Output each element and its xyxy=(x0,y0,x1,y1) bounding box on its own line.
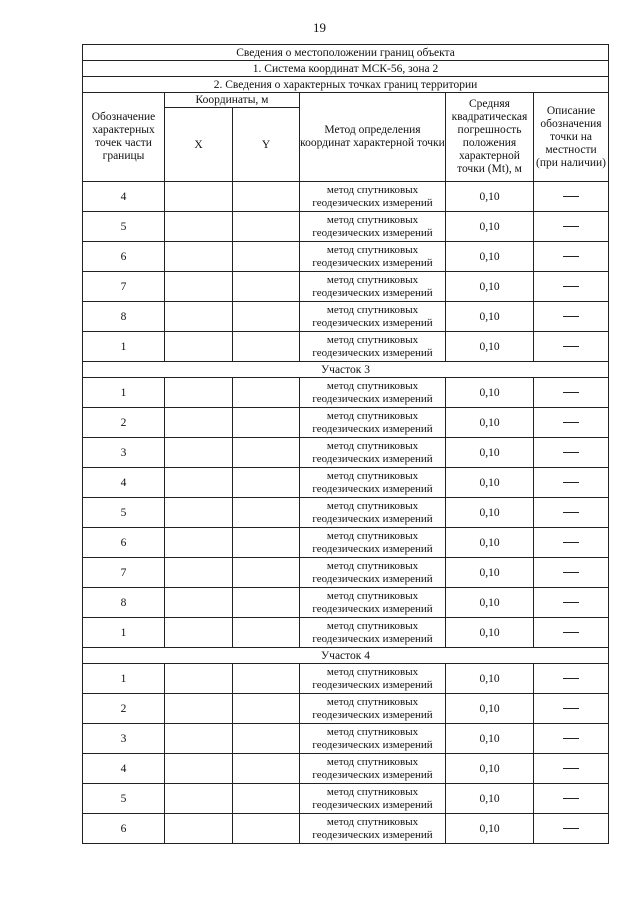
dash-icon xyxy=(563,196,579,197)
accuracy-value: 0,10 xyxy=(446,664,534,694)
accuracy-value: 0,10 xyxy=(446,784,534,814)
method-line-1: метод спутниковых xyxy=(326,214,419,226)
coord-y-cell xyxy=(233,618,300,648)
point-number: 7 xyxy=(83,272,165,302)
accuracy-value: 0,10 xyxy=(446,438,534,468)
accuracy-value: 0,10 xyxy=(446,528,534,558)
point-number: 3 xyxy=(83,438,165,468)
method-cell xyxy=(300,588,446,618)
coord-y-cell xyxy=(233,302,300,332)
section-row xyxy=(83,362,609,378)
coord-x-cell xyxy=(165,814,233,844)
coord-x-cell xyxy=(165,694,233,724)
coord-y-cell xyxy=(233,212,300,242)
dash-icon xyxy=(563,602,579,603)
header-y: Y xyxy=(233,108,300,182)
method-line-2: геодезических измерений xyxy=(312,422,433,435)
page-number: 19 xyxy=(313,20,326,35)
method-line-1: метод спутниковых xyxy=(326,500,419,512)
method-line-2: геодезических измерений xyxy=(312,602,433,615)
method-line-1: метод спутниковых xyxy=(326,696,419,708)
accuracy-value: 0,10 xyxy=(446,558,534,588)
boundary-points-table xyxy=(82,44,609,844)
table-row xyxy=(83,664,609,694)
point-number: 6 xyxy=(83,814,165,844)
accuracy-value: 0,10 xyxy=(446,618,534,648)
accuracy-value: 0,10 xyxy=(446,408,534,438)
coord-y-cell xyxy=(233,468,300,498)
method-line-2: геодезических измерений xyxy=(312,256,433,269)
point-number: 6 xyxy=(83,242,165,272)
method-line-1: метод спутниковых xyxy=(326,786,419,798)
method-cell xyxy=(300,498,446,528)
accuracy-value: 0,10 xyxy=(446,724,534,754)
method-line-1: метод спутниковых xyxy=(326,380,419,392)
coord-x-cell xyxy=(165,664,233,694)
method-line-2: геодезических измерений xyxy=(312,452,433,465)
table-row xyxy=(83,528,609,558)
section-row xyxy=(83,648,609,664)
point-number: 1 xyxy=(83,618,165,648)
coord-x-cell xyxy=(165,378,233,408)
section-label: Участок 4 xyxy=(83,648,609,664)
coord-x-cell xyxy=(165,754,233,784)
table-row xyxy=(83,408,609,438)
title-row xyxy=(83,61,609,77)
marking-cell xyxy=(534,814,609,844)
method-line-1: метод спутниковых xyxy=(326,410,419,422)
coordinate-system: 1. Система координат МСК-56, зона 2 xyxy=(83,61,609,77)
method-line-2: геодезических измерений xyxy=(312,768,433,781)
coord-x-cell xyxy=(165,784,233,814)
coord-y-cell xyxy=(233,814,300,844)
title-row xyxy=(83,45,609,61)
point-number: 6 xyxy=(83,528,165,558)
accuracy-value: 0,10 xyxy=(446,468,534,498)
dash-icon xyxy=(563,286,579,287)
method-cell xyxy=(300,724,446,754)
table-row xyxy=(83,272,609,302)
table-row xyxy=(83,498,609,528)
coord-x-cell xyxy=(165,182,233,212)
table-row xyxy=(83,332,609,362)
method-line-2: геодезических измерений xyxy=(312,738,433,751)
method-cell xyxy=(300,754,446,784)
point-number: 1 xyxy=(83,664,165,694)
method-line-2: геодезических измерений xyxy=(312,572,433,585)
table-row xyxy=(83,784,609,814)
dash-icon xyxy=(563,512,579,513)
points-section-title: 2. Сведения о характерных точках границ территории xyxy=(83,77,609,93)
method-cell xyxy=(300,302,446,332)
table-row xyxy=(83,724,609,754)
coord-y-cell xyxy=(233,332,300,362)
dash-icon xyxy=(563,678,579,679)
method-line-2: геодезических измерений xyxy=(312,542,433,555)
coord-y-cell xyxy=(233,498,300,528)
method-line-1: метод спутниковых xyxy=(326,244,419,256)
table-row xyxy=(83,212,609,242)
coord-y-cell xyxy=(233,754,300,784)
accuracy-value: 0,10 xyxy=(446,182,534,212)
table-row xyxy=(83,302,609,332)
marking-cell xyxy=(534,784,609,814)
coord-x-cell xyxy=(165,212,233,242)
dash-icon xyxy=(563,542,579,543)
marking-cell xyxy=(534,498,609,528)
marking-cell xyxy=(534,528,609,558)
marking-cell xyxy=(534,272,609,302)
coord-x-cell xyxy=(165,528,233,558)
method-cell xyxy=(300,814,446,844)
dash-icon xyxy=(563,482,579,483)
coord-x-cell xyxy=(165,438,233,468)
method-line-1: метод спутниковых xyxy=(326,334,419,346)
method-line-1: метод спутниковых xyxy=(326,726,419,738)
method-line-1: метод спутниковых xyxy=(326,470,419,482)
marking-cell xyxy=(534,438,609,468)
method-line-1: метод спутниковых xyxy=(326,756,419,768)
method-line-2: геодезических измерений xyxy=(312,828,433,841)
method-cell xyxy=(300,408,446,438)
header-point: Обозначение характерных точек части границы xyxy=(83,93,165,182)
dash-icon xyxy=(563,632,579,633)
table-row xyxy=(83,438,609,468)
coord-x-cell xyxy=(165,498,233,528)
accuracy-value: 0,10 xyxy=(446,378,534,408)
method-cell xyxy=(300,694,446,724)
coord-y-cell xyxy=(233,272,300,302)
section-label: Участок 3 xyxy=(83,362,609,378)
header-marking: Описание обозначения точки на местности (при наличии) xyxy=(534,93,609,182)
table-row xyxy=(83,754,609,784)
coord-y-cell xyxy=(233,558,300,588)
dash-icon xyxy=(563,392,579,393)
method-line-2: геодезических измерений xyxy=(312,226,433,239)
marking-cell xyxy=(534,468,609,498)
method-cell xyxy=(300,212,446,242)
method-cell xyxy=(300,784,446,814)
dash-icon xyxy=(563,316,579,317)
dash-icon xyxy=(563,572,579,573)
accuracy-value: 0,10 xyxy=(446,588,534,618)
table-row xyxy=(83,814,609,844)
marking-cell xyxy=(534,558,609,588)
marking-cell xyxy=(534,332,609,362)
point-number: 4 xyxy=(83,182,165,212)
accuracy-value: 0,10 xyxy=(446,694,534,724)
coord-x-cell xyxy=(165,724,233,754)
point-number: 2 xyxy=(83,694,165,724)
table-row xyxy=(83,694,609,724)
coord-x-cell xyxy=(165,242,233,272)
method-line-1: метод спутниковых xyxy=(326,560,419,572)
coord-y-cell xyxy=(233,242,300,272)
dash-icon xyxy=(563,226,579,227)
method-line-2: геодезических измерений xyxy=(312,286,433,299)
method-line-1: метод спутниковых xyxy=(326,620,419,632)
method-line-2: геодезических измерений xyxy=(312,346,433,359)
table-body xyxy=(83,45,609,844)
header-x: X xyxy=(165,108,233,182)
table-row xyxy=(83,242,609,272)
header-coordinates: Координаты, м xyxy=(165,93,300,108)
coord-y-cell xyxy=(233,438,300,468)
method-line-1: метод спутниковых xyxy=(326,274,419,286)
accuracy-value: 0,10 xyxy=(446,754,534,784)
marking-cell xyxy=(534,212,609,242)
coord-x-cell xyxy=(165,558,233,588)
accuracy-value: 0,10 xyxy=(446,272,534,302)
method-line-2: геодезических измерений xyxy=(312,678,433,691)
method-line-1: метод спутниковых xyxy=(326,590,419,602)
coord-y-cell xyxy=(233,694,300,724)
title-row xyxy=(83,77,609,93)
point-number: 5 xyxy=(83,212,165,242)
method-line-1: метод спутниковых xyxy=(326,530,419,542)
marking-cell xyxy=(534,694,609,724)
header-row xyxy=(83,93,609,108)
method-line-1: метод спутниковых xyxy=(326,816,419,828)
method-cell xyxy=(300,664,446,694)
method-line-2: геодезических измерений xyxy=(312,196,433,209)
method-cell xyxy=(300,468,446,498)
dash-icon xyxy=(563,828,579,829)
table-row xyxy=(83,618,609,648)
method-line-1: метод спутниковых xyxy=(326,440,419,452)
point-number: 8 xyxy=(83,302,165,332)
dash-icon xyxy=(563,256,579,257)
method-cell xyxy=(300,528,446,558)
coord-x-cell xyxy=(165,588,233,618)
method-cell xyxy=(300,618,446,648)
dash-icon xyxy=(563,422,579,423)
table-row xyxy=(83,378,609,408)
method-cell xyxy=(300,272,446,302)
point-number: 2 xyxy=(83,408,165,438)
coord-y-cell xyxy=(233,378,300,408)
coord-x-cell xyxy=(165,272,233,302)
marking-cell xyxy=(534,378,609,408)
method-line-2: геодезических измерений xyxy=(312,316,433,329)
point-number: 7 xyxy=(83,558,165,588)
method-line-2: геодезических измерений xyxy=(312,392,433,405)
coord-y-cell xyxy=(233,408,300,438)
accuracy-value: 0,10 xyxy=(446,332,534,362)
coord-y-cell xyxy=(233,182,300,212)
point-number: 4 xyxy=(83,754,165,784)
method-cell xyxy=(300,558,446,588)
method-line-1: метод спутниковых xyxy=(326,184,419,196)
marking-cell xyxy=(534,588,609,618)
marking-cell xyxy=(534,754,609,784)
dash-icon xyxy=(563,452,579,453)
point-number: 3 xyxy=(83,724,165,754)
dash-icon xyxy=(563,768,579,769)
marking-cell xyxy=(534,182,609,212)
coord-y-cell xyxy=(233,528,300,558)
marking-cell xyxy=(534,408,609,438)
accuracy-value: 0,10 xyxy=(446,814,534,844)
coord-y-cell xyxy=(233,724,300,754)
coord-x-cell xyxy=(165,332,233,362)
coord-x-cell xyxy=(165,618,233,648)
method-cell xyxy=(300,378,446,408)
table-row xyxy=(83,468,609,498)
method-line-2: геодезических измерений xyxy=(312,632,433,645)
method-cell xyxy=(300,438,446,468)
method-line-1: метод спутниковых xyxy=(326,666,419,678)
method-line-2: геодезических измерений xyxy=(312,708,433,721)
marking-cell xyxy=(534,724,609,754)
point-number: 5 xyxy=(83,784,165,814)
dash-icon xyxy=(563,738,579,739)
method-line-1: метод спутниковых xyxy=(326,304,419,316)
coord-y-cell xyxy=(233,784,300,814)
coord-x-cell xyxy=(165,468,233,498)
point-number: 8 xyxy=(83,588,165,618)
accuracy-value: 0,10 xyxy=(446,302,534,332)
header-accuracy: Средняя квадратическая погрешность положения характерной точки (Mt), м xyxy=(446,93,534,182)
coord-y-cell xyxy=(233,588,300,618)
coord-x-cell xyxy=(165,302,233,332)
method-line-2: геодезических измерений xyxy=(312,482,433,495)
method-cell xyxy=(300,332,446,362)
table-row xyxy=(83,182,609,212)
point-number: 1 xyxy=(83,378,165,408)
marking-cell xyxy=(534,618,609,648)
marking-cell xyxy=(534,664,609,694)
point-number: 5 xyxy=(83,498,165,528)
table-title: Сведения о местоположении границ объекта xyxy=(83,45,609,61)
dash-icon xyxy=(563,346,579,347)
marking-cell xyxy=(534,302,609,332)
accuracy-value: 0,10 xyxy=(446,498,534,528)
method-cell xyxy=(300,182,446,212)
dash-icon xyxy=(563,708,579,709)
accuracy-value: 0,10 xyxy=(446,212,534,242)
coord-y-cell xyxy=(233,664,300,694)
table-row xyxy=(83,588,609,618)
accuracy-value: 0,10 xyxy=(446,242,534,272)
point-number: 4 xyxy=(83,468,165,498)
method-cell xyxy=(300,242,446,272)
coord-x-cell xyxy=(165,408,233,438)
point-number: 1 xyxy=(83,332,165,362)
marking-cell xyxy=(534,242,609,272)
table-row xyxy=(83,558,609,588)
method-line-2: геодезических измерений xyxy=(312,798,433,811)
method-line-2: геодезических измерений xyxy=(312,512,433,525)
header-method: Метод определения координат характерной точки xyxy=(300,93,446,182)
dash-icon xyxy=(563,798,579,799)
